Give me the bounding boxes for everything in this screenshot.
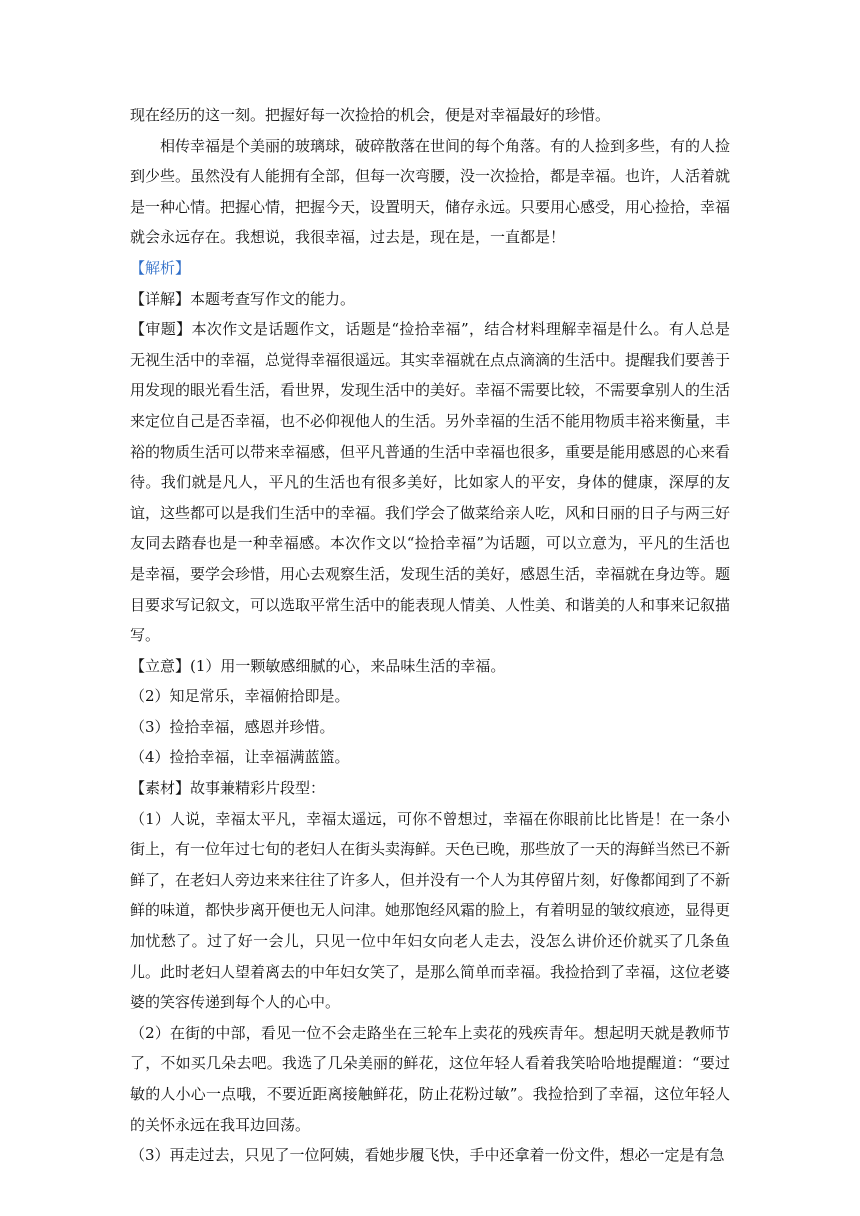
- material-story-2: （2）在街的中部，看见一位不会走路坐在三轮车上卖花的残疾青年。想起明天就是教师节了，不如买几朵去吧。我选了几朵美丽的鲜花，这位年轻人看着我笑哈哈地提醒道：“要过敏的人小心一点哦，不要近距离接触鲜花，防止花粉过敏”。我捡拾到了幸福，这位年轻人的关怀永远在我耳边回荡。: [130, 1023, 730, 1134]
- analysis-header: 【解析】: [130, 258, 191, 277]
- analysis-material: 【素材】故事兼精彩片段型：: [130, 779, 326, 798]
- material-story-1: （1）人说，幸福太平凡，幸福太遥远，可你不曾想过，幸福在你眼前比比皆是！在一条小街上，有一位年过七旬的老妇人在街头卖海鲜。天色已晚，那些放了一天的海鲜当然已不新鲜了，在老妇人旁边来来往往了许多人，但并没有一个人为其停留片刻，好像都闻到了不新鲜的味道，都快步离开便也无人问津。她那饱经风霜的脸上，有着明显的皱纹痕迹，显得更加忧愁了。过了好一会儿，只见一位中年妇女向老人走去，没怎么讲价还价就买了几条鱼儿。此时老妇人望着离去的中年妇女笑了，是那么简单而幸福。我捡拾到了幸福，这位老婆婆的笑容传递到每个人的心中。: [130, 809, 731, 1012]
- analysis-idea-1: 【立意】(1）用一颗敏感细腻的心，来品味生活的幸福。: [130, 656, 506, 675]
- essay-paragraph-2: 相传幸福是个美丽的玻璃球，破碎散落在世间的每个角落。有的人捡到多些，有的人捡到少些。虽然没有人能拥有全部，但每一次弯腰，没一次捡拾，都是幸福。也许，人活着就是一种心情。把握心情，把握今天，设置明天，储存永远。只要用心感受，用心捡拾，幸福就会永远存在。我想说，我很幸福，过去是，现在是，一直都是！: [130, 136, 731, 247]
- document-body: [130, 100, 730, 1171]
- essay-paragraph-1: 现在经历的这一刻。把握好每一次捡拾的机会，便是对幸福最好的珍惜。: [130, 106, 611, 124]
- material-story-3: （3）再走过去，只见了一位阿姨，看她步履飞快，手中还拿着一份文件，想必一定是有急: [130, 1146, 725, 1165]
- analysis-idea-4: （4）捡拾幸福，让幸福满蓝篮。: [130, 748, 350, 767]
- analysis-theme: 【审题】本次作文是话题作文，话题是“捡拾幸福”，结合材料理解幸福是什么。有人总是无视生活中的幸福，总觉得幸福很遥远。其实幸福就在点点滴滴的生活中。提醒我们要善于用发现的眼光看生活，看世界，发现生活中的美好。幸福不需要比较，不需要拿别人的生活来定位自己是否幸福，也不必仰视他人的生活。另外幸福的生活不能用物质丰裕来衡量，丰裕的物质生活可以带来幸福感，但平凡普通的生活中幸福也很多，重要是能用感恩的心来看待。我们就是凡人，平凡的生活也有很多美好，比如家人的平安，身体的健康，深厚的友谊，这些都可以是我们生活中的幸福。我们学会了做菜给亲人吃，风和日丽的日子与两三好友同去踏春也是一种幸福感。本次作文以“捡拾幸福”为话题，可以立意为，平凡的生活也是幸福，要学会珍惜，用心去观察生活，发现生活的美好，感恩生活，幸福就在身边等。题目要求写记叙文，可以选取平常生活中的能表现人情美、人性美、和谐美的人和事来记叙描写。: [130, 320, 731, 645]
- analysis-idea-2: （2）知足常乐，幸福俯拾即是。: [130, 687, 350, 706]
- analysis-idea-3: （3）捡拾幸福，感恩并珍惜。: [130, 717, 335, 736]
- analysis-detail: 【详解】本题考查写作文的能力。: [130, 289, 356, 308]
